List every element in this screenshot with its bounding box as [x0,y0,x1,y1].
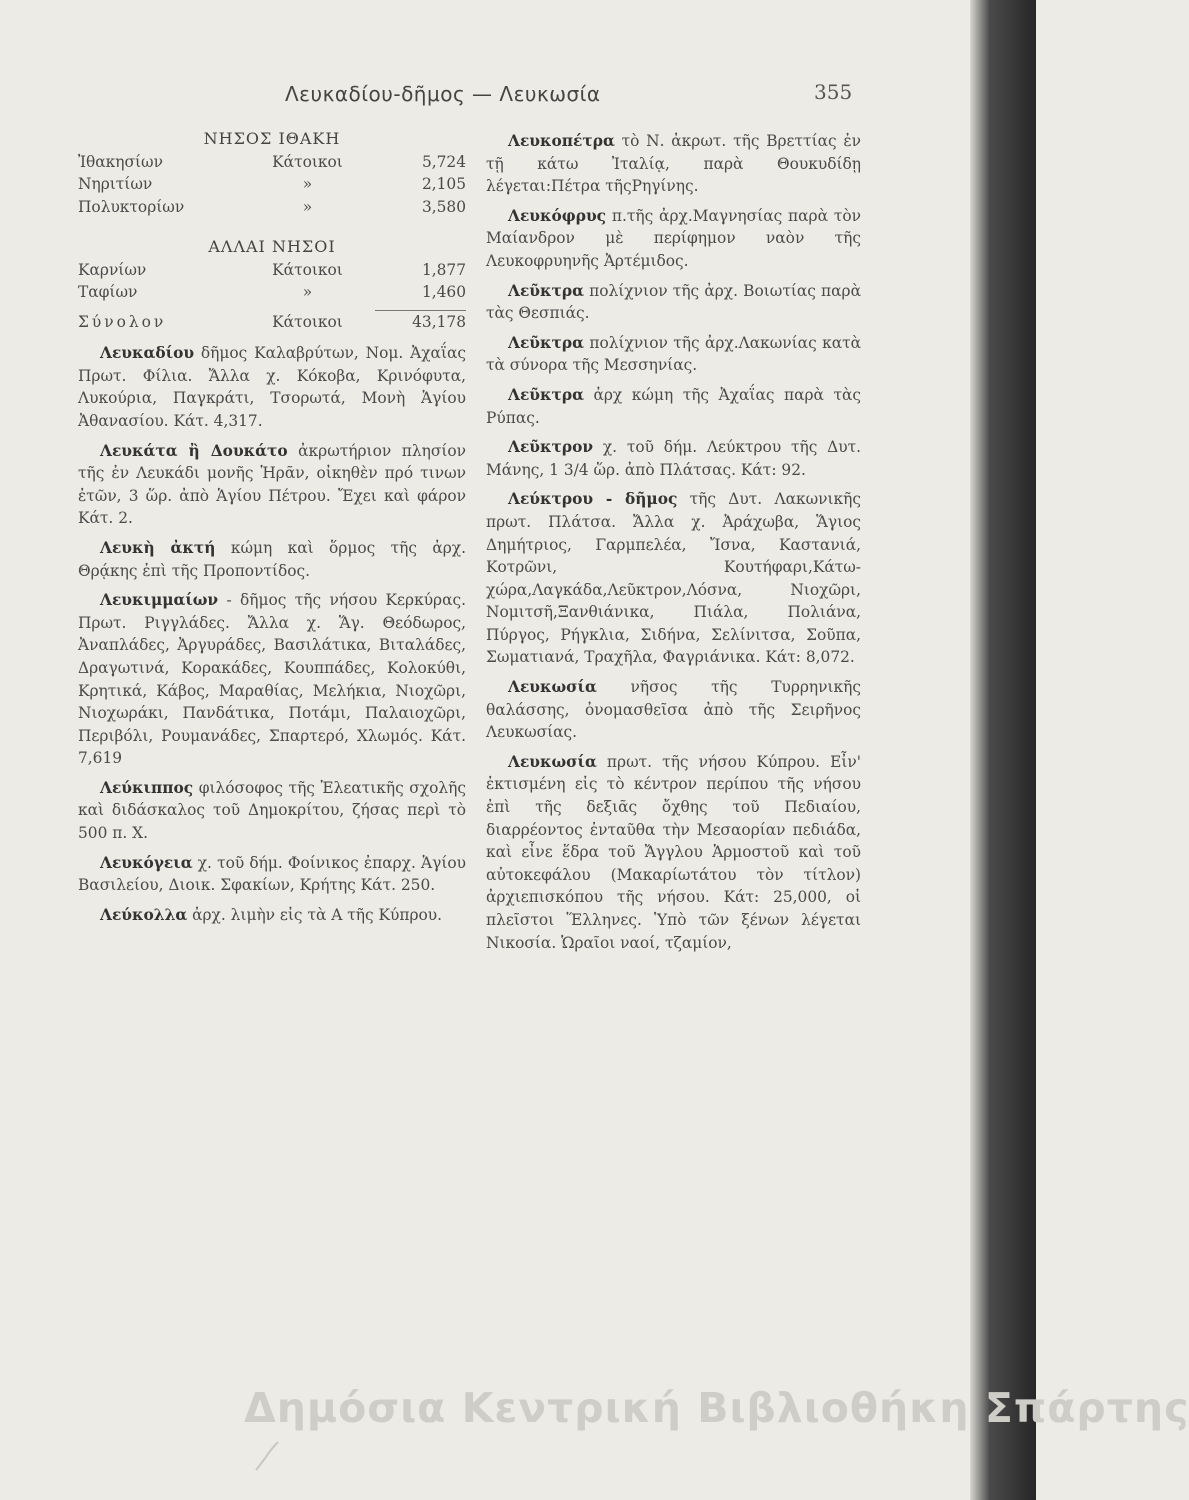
entry-paragraph: Λεῦκτρα πολίχνιον τῆς ἀρχ.Λακωνίας κατὰ τὰ σύνορα τῆς Μεσσηνίας. [486,333,861,375]
page-number: 355 [814,80,853,104]
total-row: Σύνολον Κάτοικοι 43,178 [78,310,466,333]
table-row: Ἰθακησίων Κάτοικοι 5,724 [78,152,466,171]
section-title-other-islands: ΑΛΛΑΙ ΝΗΣΟΙ [208,237,336,257]
table-row: Καρνίων Κάτοικοι 1,877 [78,260,466,279]
entry-paragraph: Λευκόφρυς π.τῆς ἀρχ.Μαγνησίας παρὰ τὸν Μαίανδρον μὲ περίφημον ναὸν τῆς Λευκοφρυηνῆς Ἀρτέμιδος. [486,206,861,270]
table-row: Ταφίων » 1,460 [78,283,466,302]
entry-paragraph: Λευκιμμαίων - δῆμος τῆς νήσου Κερκύρας. Πρωτ. Ριγγλάδες. Ἄλλα χ. Ἅγ. Θεόδωρος, Ἀναπλάδες, Ἀργυράδες, Βασιλάτικα, Βιταλάδες, Δραγωτινά, Κορακάδες, Κουππάδες, Κολοκύθι, Κρητικά, Κάβος, Μαραθίας, Μελήκια, Νιοχῶρι, Νιοχωράκι, Πανδάτικα, Ποτάμι, Παλαιοχῶρι, Περιβόλι, Ρουμανάδες, Σπαρτερό, Χλωμός. Κάτ. 7,619 [78,591,466,768]
page-edge-shadow [970,0,1036,1500]
entry-paragraph: Λευκωσία πρωτ. τῆς νήσου Κύπρου. Εἶν' ἐκτισμένη εἰς τὸ κέντρον περίπου τῆς νήσου ἐπὶ τῆς δεξιᾶς ὄχθης τοῦ Πεδιαίου, διαρρέοντος ἐνταῦθα τὴν Μεσαορίαν πεδιάδα, καὶ εἶνε ἕδρα τοῦ Ἄγγλου Ἁρμοστοῦ καὶ τοῦ αὐτοκεφάλου (Μακαρίωτάτου τὸν τίτλον) ἀρχιεπισκόπου τῆς νήσου. Κάτ: 25,000, οἱ πλεῖστοι Ἕλληνες. Ὑπὸ τῶν ξένων λέγεται Νικοσία. Ὡραῖοι ναοί, τζαμίον, [486,752,861,952]
entry-paragraph: Λευκοπέτρα τὸ Ν. ἀκρωτ. τῆς Βρεττίας ἐν τῇ κάτω Ἰταλίᾳ, παρὰ Θουκυδίδῃ λέγεται:Πέτρα τῆςΡηγίνης. [486,132,861,196]
table-row: Νηριτίων » 2,105 [78,175,466,194]
running-header: Λευκαδίου-δῆμος — Λευκωσία [285,82,601,106]
entry-paragraph: Λεῦκτρον χ. τοῦ δήμ. Λεύκτρου τῆς Δυτ. Μάνης, 1 3/4 ὥρ. ἀπὸ Πλάτσας. Κάτ: 92. [486,438,861,479]
entry-paragraph: Λευκόγεια χ. τοῦ δήμ. Φοίνικος ἐπαρχ. Ἁγίου Βασιλείου, Διοικ. Σφακίων, Κρήτης Κάτ. 250. [78,853,466,895]
library-watermark: Δημόσια Κεντρική Βιβλιοθήκη Σπάρτης [244,1384,1189,1432]
left-column [78,128,466,933]
entry-paragraph: Λεύκτρου - δῆμος τῆς Δυτ. Λακωνικῆς πρωτ. Πλάτσα. Ἄλλα χ. Ἀράχωβα, Ἅγιος Δημήτριος, Γαρμπελέα, Ἴσνα, Καστανιά, Κοτρῶνι, Κουτήφαρι,Κάτω-χώρα,Λαγκάδα,Λεῦκτρον,Λόσνα, Νιοχῶρι, Νομιτσῆ,Ξανθιάνικα, Πιάλα, Πολιάνα, Πύργος, Ρήγκλια, Σιδήνα, Σελίνιτσα, Σοῦπα, Σωματιανά, Τραχῆλα, Φαγριάνικα. Κάτ: 8,072. [486,490,861,667]
entry-paragraph: Λεύκολλα ἀρχ. λιμὴν εἰς τὰ Α τῆς Κύπρου. [100,905,443,924]
pencil-mark-icon [254,1440,280,1472]
right-column [486,130,861,961]
entry-paragraph: Λεῦκτρα πολίχνιον τῆς ἀρχ. Βοιωτίας παρὰ τὰς Θεσπιάς. [486,281,861,323]
table-row: Πολυκτορίων » 3,580 [78,197,466,216]
entry-paragraph: Λευκάτα ἢ Δουκάτο ἀκρωτήριον πλησίον τῆς ἐν Λευκάδι μονῆς Ἡρᾶν, οἰκηθὲν πρό τινων ἐτῶν, 3 ὥρ. ἀπὸ Ἁγίου Πέτρου. Ἔχει καὶ φάρον Κάτ. 2. [78,441,466,528]
entry-paragraph: Λεῦκτρα ἀρχ κώμη τῆς Ἀχαΐας παρὰ τὰς Ρύπας. [486,385,861,427]
section-title-ithaca: ΝΗΣΟΣ ΙΘΑΚΗ [203,129,341,148]
entry-paragraph: Λευκαδίου δῆμος Καλαβρύτων, Νομ. Ἀχαΐας Πρωτ. Φίλια. Ἄλλα χ. Κόκοβα, Κρινόφυτα, Λυκούρια, Παγκράτι, Τσορωτά, Μονὴ Ἁγίου Ἀθανασίου. Κάτ. 4,317. [78,344,466,430]
entry-paragraph: Λευκωσία νῆσος τῆς Τυρρηνικῆς θαλάσσης, ὀνομασθεῖσα ἀπὸ τῆς Σειρῆνος Λευκωσίας. [486,678,861,742]
entry-paragraph: Λεύκιππος φιλόσοφος τῆς Ἐλεατικῆς σχολῆς καὶ διδάσκαλος τοῦ Δημοκρίτου, ζήσας περὶ τὸ 500 π. Χ. [78,778,466,843]
entry-paragraph: Λευκὴ ἀκτή κώμη καὶ ὅρμος τῆς ἀρχ. Θρᾴκης ἐπὶ τῆς Προποντίδος. [78,538,466,580]
